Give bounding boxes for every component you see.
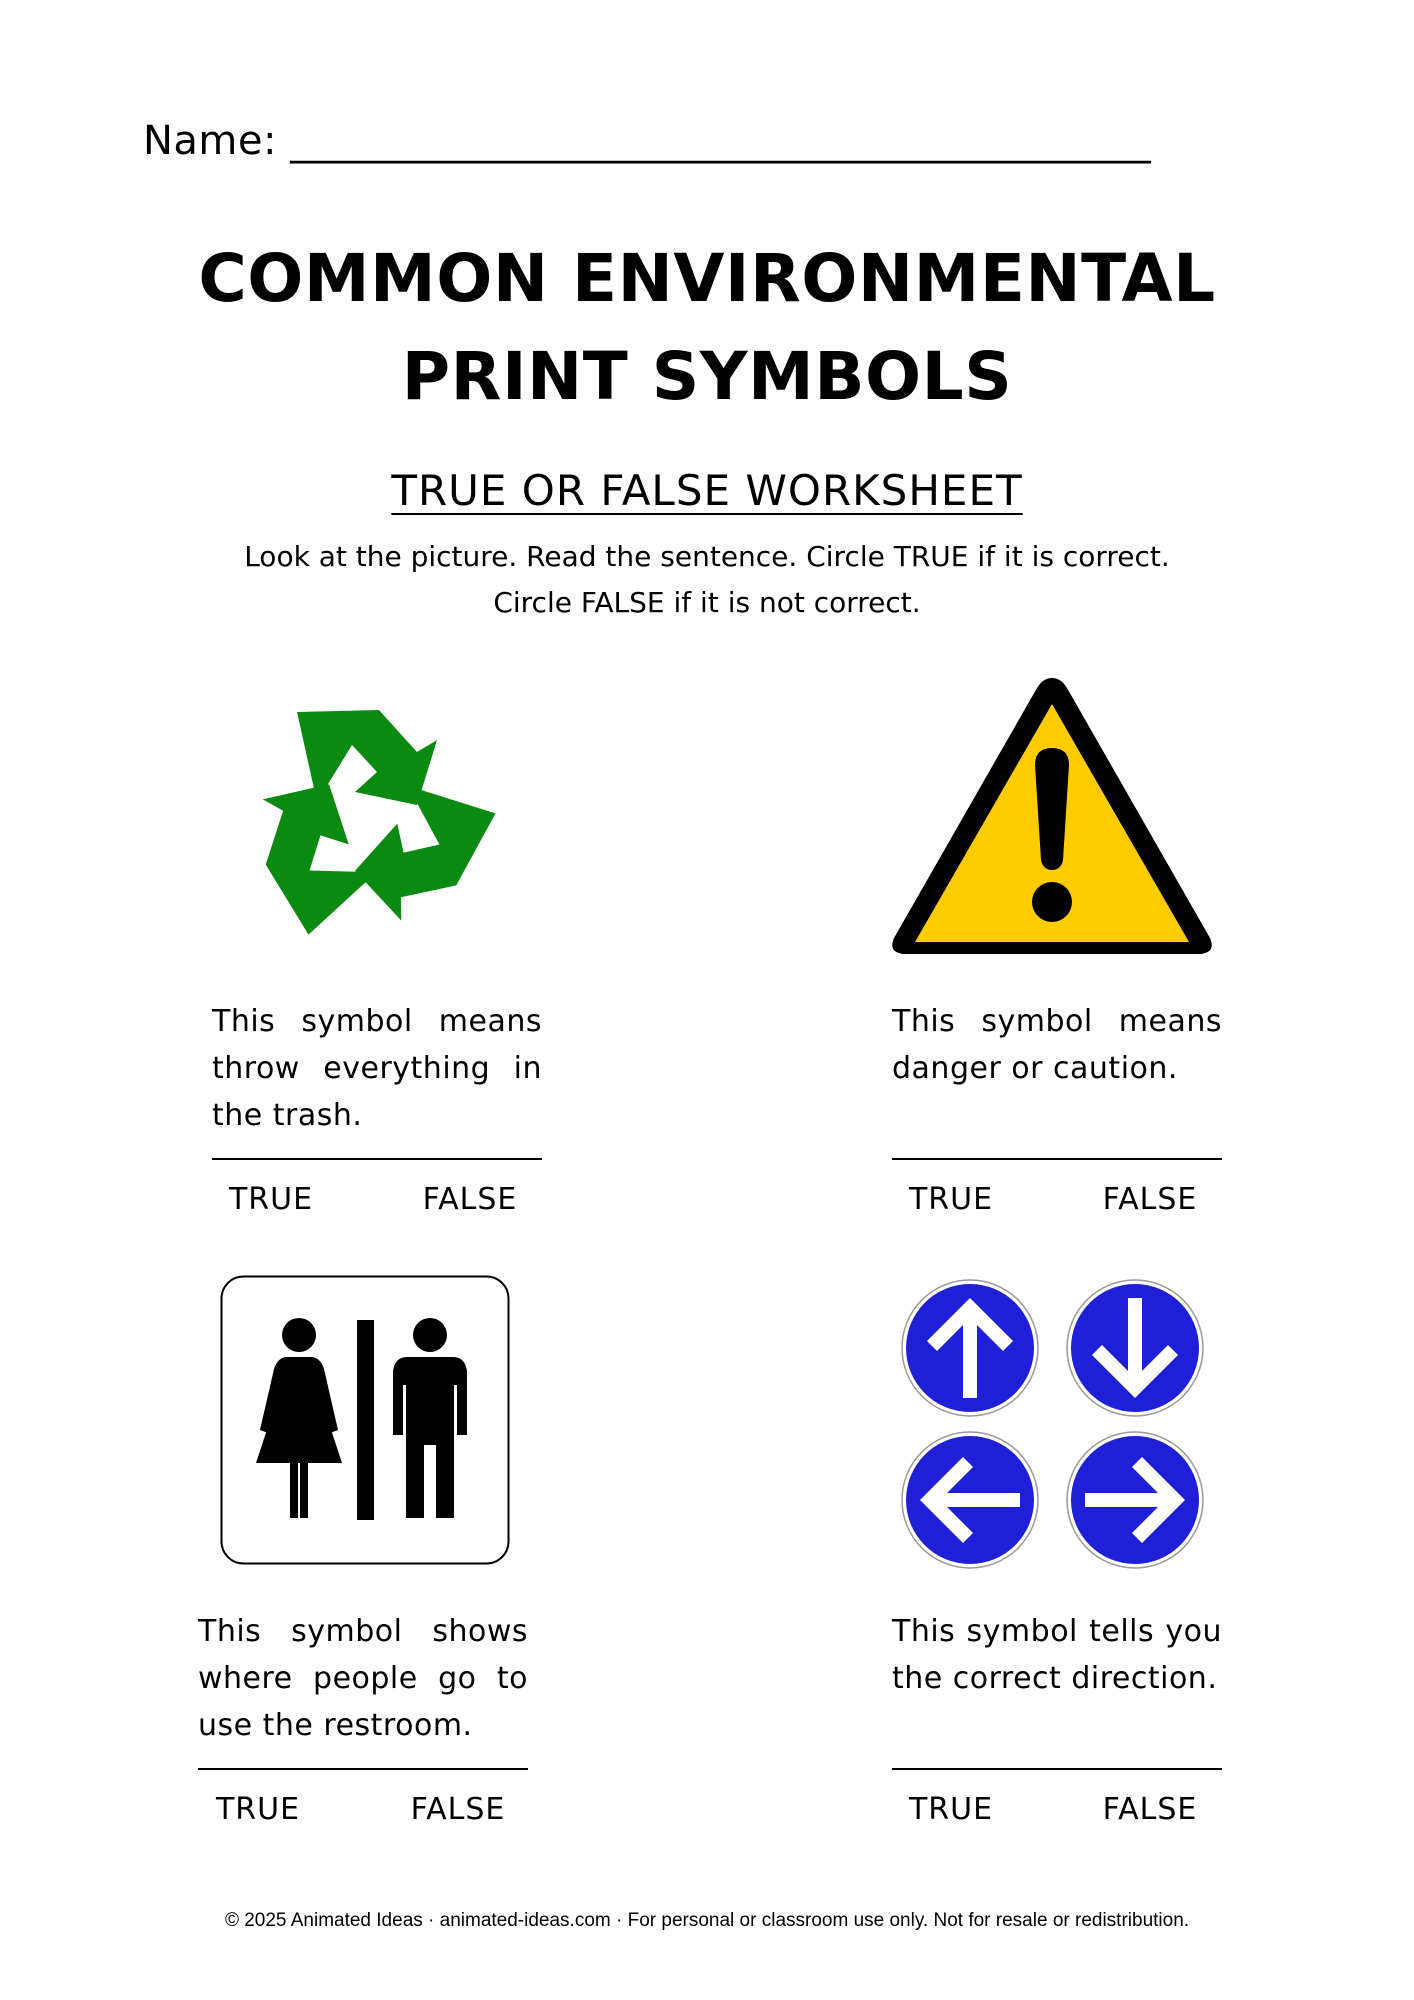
false-option[interactable]: FALSE xyxy=(1102,1182,1198,1217)
warning-triangle-icon xyxy=(885,670,1220,965)
answer-line xyxy=(892,1768,1222,1770)
answer-line xyxy=(212,1158,542,1160)
false-option[interactable]: FALSE xyxy=(1102,1792,1198,1827)
restroom-icon xyxy=(220,1275,510,1565)
false-option[interactable]: FALSE xyxy=(410,1792,506,1827)
statement-warning: This symbol means danger or caution. xyxy=(892,1004,1222,1086)
answer-line xyxy=(892,1158,1222,1160)
name-field[interactable]: Name: __________________________________________ xyxy=(143,118,1152,164)
direction-arrows-icon xyxy=(900,1275,1210,1575)
true-option[interactable]: TRUE xyxy=(215,1792,301,1827)
worksheet-subtitle: TRUE OR FALSE WORKSHEET xyxy=(391,466,1023,515)
statement-direction: This symbol tells you the correct direction. xyxy=(892,1614,1222,1696)
true-option[interactable]: TRUE xyxy=(908,1182,994,1217)
copyright-footer: © 2025 Animated Ideas · animated-ideas.com · For personal or classroom use only. Not for resale or redistribution. xyxy=(224,1910,1190,1931)
instruction-line-1: Look at the picture. Read the sentence. Circle TRUE if it is correct. xyxy=(244,540,1170,573)
page-title-line-1: COMMON ENVIRONMENTAL xyxy=(198,240,1216,317)
true-option[interactable]: TRUE xyxy=(228,1182,314,1217)
true-option[interactable]: TRUE xyxy=(908,1792,994,1827)
false-option[interactable]: FALSE xyxy=(422,1182,518,1217)
recycle-icon xyxy=(222,670,512,970)
statement-restroom: This symbol shows where people go to use the restroom. xyxy=(198,1614,528,1743)
answer-line xyxy=(198,1768,528,1770)
statement-recycle: This symbol means throw everything in the trash. xyxy=(212,1004,542,1133)
page-title-line-2: PRINT SYMBOLS xyxy=(401,338,1013,415)
instruction-line-2: Circle FALSE if it is not correct. xyxy=(493,586,921,619)
